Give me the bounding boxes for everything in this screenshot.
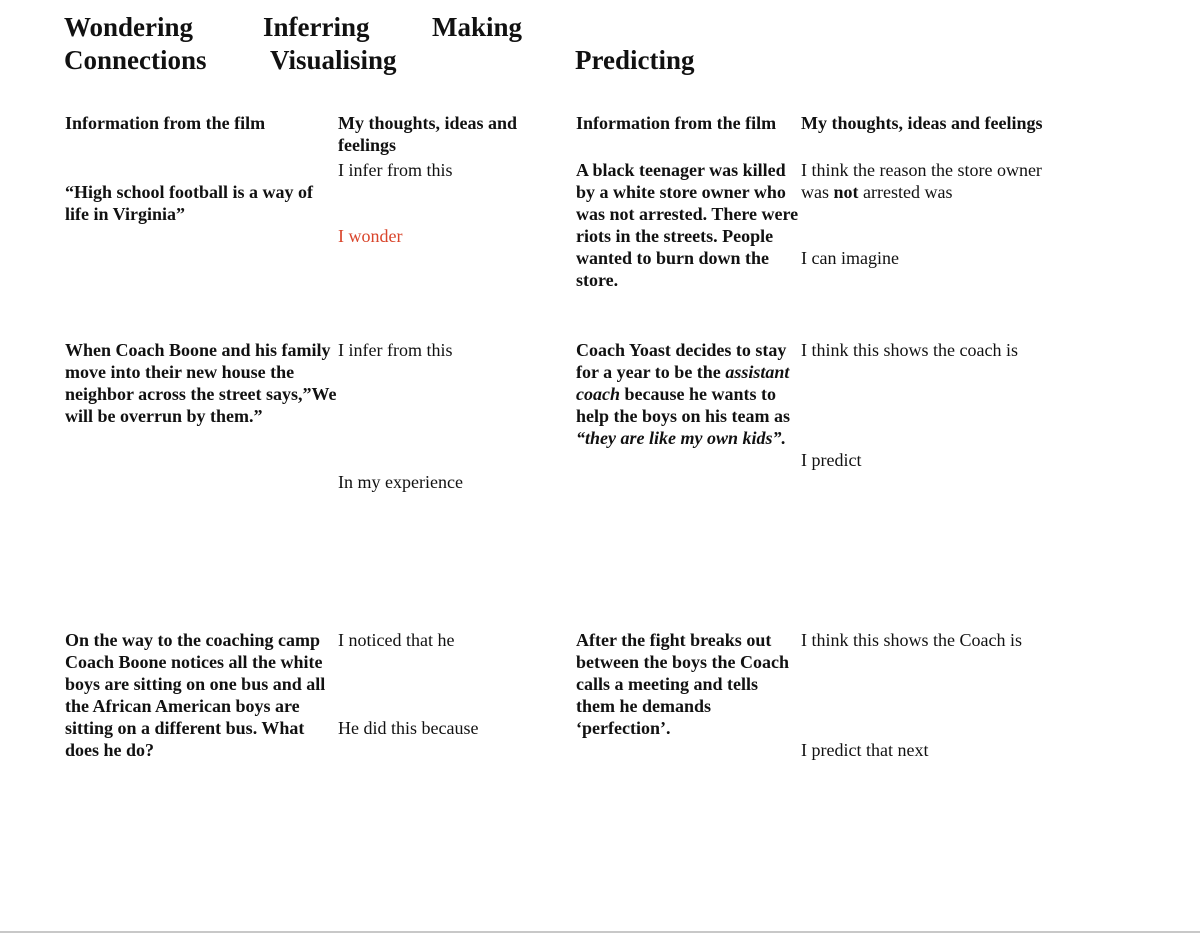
right-row3-prompt-predict: I predict that next xyxy=(801,740,929,760)
heading-connections: Connections xyxy=(64,45,207,75)
heading-predicting: Predicting xyxy=(575,45,695,75)
right-row1-prompt-reason-before: I think the reason the store owner was xyxy=(801,160,1042,202)
left-row3-info: On the way to the coaching camp Coach Boone notices all the white boys are sitting on one bus and all the African American boys are sitting on a different bus. What does he do? xyxy=(65,630,326,760)
right-row3-info: After the fight breaks out between the boys the Coach calls a meeting and tells them he demands ‘perfection’. xyxy=(576,630,789,738)
heading-making: Making xyxy=(432,12,523,42)
right-row2-info xyxy=(576,339,800,449)
left-info-header: Information from the film xyxy=(65,113,266,133)
right-row2-info-italic2: “they are like my own kids”. xyxy=(576,428,786,448)
right-row1-prompt-reason-bold: not xyxy=(833,182,859,202)
right-row2-prompt-predict: I predict xyxy=(801,450,862,470)
heading-wondering: Wondering xyxy=(64,12,194,42)
heading-inferring: Inferring xyxy=(263,12,370,42)
right-row2-info-italic1: assistant coach xyxy=(576,362,790,404)
right-row1-info: A black teenager was killed by a white store owner who was not arrested. There were riots in the streets. People wanted to burn down the store. xyxy=(576,160,799,290)
left-row1-prompt-wonder: I wonder xyxy=(338,226,403,246)
right-row2-info-part2: because he wants to help the boys on his team as xyxy=(576,384,791,426)
left-row2-prompt-experience: In my experience xyxy=(338,472,463,492)
right-row1-prompt-imagine: I can imagine xyxy=(801,248,899,268)
left-row1-info: “High school football is a way of life in Virginia” xyxy=(65,182,314,224)
heading-visualising: Visualising xyxy=(270,45,397,75)
left-row2-info: When Coach Boone and his family move into their new house the neighbor across the street says,”We will be overrun by them.” xyxy=(65,340,337,426)
right-row1-prompt-reason-after: arrested was xyxy=(858,182,953,202)
right-info-header: Information from the film xyxy=(576,113,777,133)
left-row3-prompt-because: He did this because xyxy=(338,718,479,738)
right-row3-prompt-shows: I think this shows the Coach is xyxy=(801,630,1022,650)
left-row2-prompt-infer: I infer from this xyxy=(338,340,453,360)
left-thoughts-header: My thoughts, ideas and feelings xyxy=(338,113,518,155)
left-row3-prompt-noticed: I noticed that he xyxy=(338,630,455,650)
left-row1-prompt-infer: I infer from this xyxy=(338,160,453,180)
right-row1-prompt-reason xyxy=(801,159,1063,203)
right-row2-info-part1: Coach Yoast decides to stay for a year to be the xyxy=(576,340,787,382)
right-thoughts-header: My thoughts, ideas and feelings xyxy=(801,113,1043,133)
right-row2-prompt-shows: I think this shows the coach is xyxy=(801,340,1018,360)
